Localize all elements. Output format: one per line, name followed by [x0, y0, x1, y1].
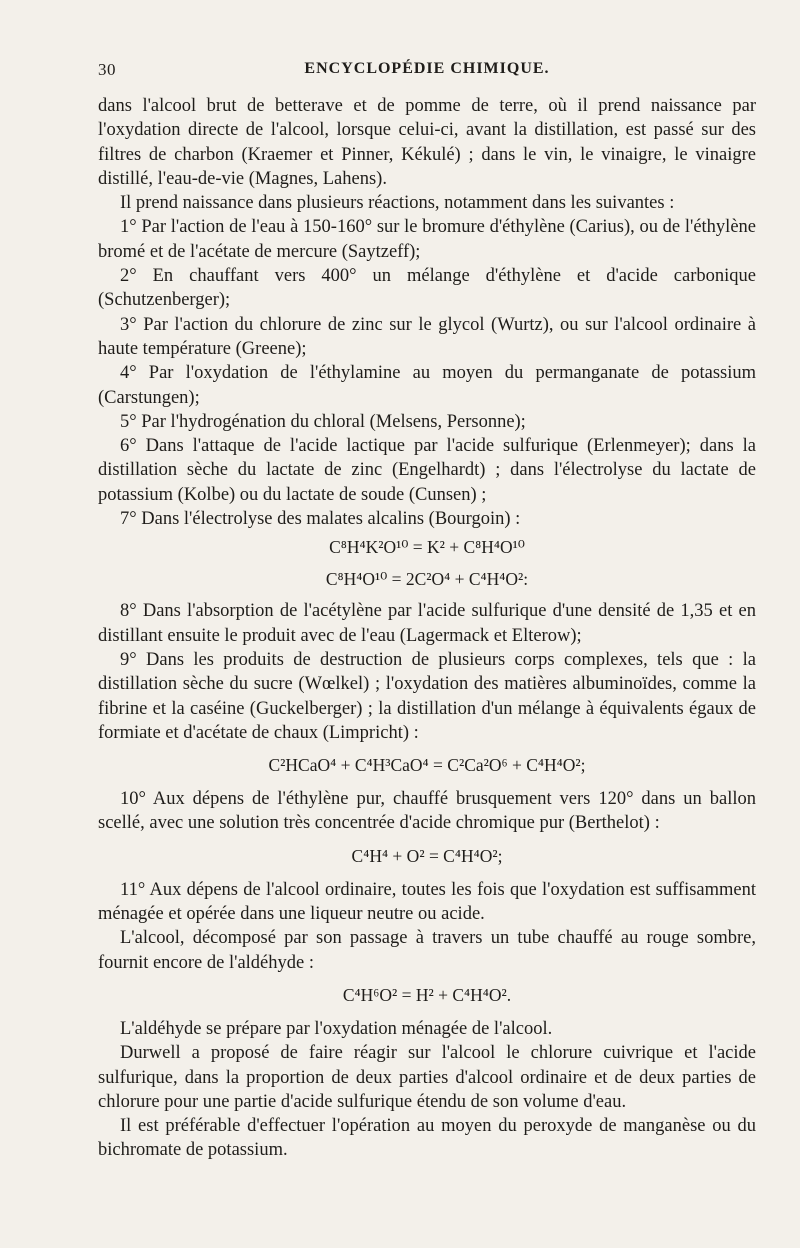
paragraph: L'aldéhyde se prépare par l'oxydation ménagée de l'alcool.	[120, 1018, 553, 1039]
chemical-formula: C⁸H⁴K²O¹⁰ = K² + C⁸H⁴O¹⁰	[329, 537, 525, 558]
page-header	[98, 52, 756, 82]
list-item: 9° Dans les produits de destruction de plusieurs corps complexes, tels que : la distillation sèche du sucre (Wœlkel) ; l'oxydation des matières albuminoïdes, comme la fibrine et la caséine (Guckelberger) ; la distillation d'un mélange à équivalents égaux de formiate et d'acétate de chaux (Limpricht) :	[98, 649, 756, 743]
body-text	[98, 94, 756, 1163]
running-title: ENCYCLOPÉDIE CHIMIQUE.	[304, 60, 550, 77]
list-item: 7° Dans l'électrolyse des malates alcalins (Bourgoin) :	[120, 509, 521, 530]
chemical-formula: C²HCaO⁴ + C⁴H³CaO⁴ = C²Ca²O⁶ + C⁴H⁴O²;	[268, 755, 586, 776]
page-number: 30	[98, 60, 116, 79]
list-item: 2° En chauffant vers 400° un mélange d'éthylène et d'acide carbonique (Schutzenberger);	[98, 266, 756, 311]
list-item: 11° Aux dépens de l'alcool ordinaire, toutes les fois que l'oxydation est suffisamment ménagée et opérée dans une liqueur neutre ou acide.	[98, 879, 756, 925]
paragraph: L'alcool, décomposé par son passage à travers un tube chauffé au rouge sombre, fournit encore de l'aldéhyde :	[98, 928, 756, 973]
paragraph: Il prend naissance dans plusieurs réactions, notamment dans les suivantes :	[120, 193, 675, 214]
list-item: 4° Par l'oxydation de l'éthylamine au moyen du permanganate de potassium (Carstungen);	[98, 363, 756, 408]
paragraph: dans l'alcool brut de betterave et de pomme de terre, où il prend naissance par l'oxydation directe de l'alcool, lorsque celui-ci, avant la distillation, est passé sur des filtres de charbon (Kraemer et Pinner, Kékulé) ; dans le vin, le vinaigre, le vinaigre distillé, l'eau-de-vie (Magnes, Lahens).	[98, 96, 756, 189]
chemical-formula: C⁴H⁴ + O² = C⁴H⁴O²;	[351, 845, 503, 866]
list-item: 6° Dans l'attaque de l'acide lactique par l'acide sulfurique (Erlenmeyer); dans la distillation sèche du lactate de zinc (Engelhardt) ; dans l'électrolyse du lactate de potassium (Kolbe) ou du lactate de soude (Cunsen) ;	[98, 436, 756, 505]
list-item: 5° Par l'hydrogénation du chloral (Melsens, Personne);	[120, 411, 526, 432]
list-item: 1° Par l'action de l'eau à 150-160° sur le bromure d'éthylène (Carius), ou de l'éthylène bromé et de l'acétate de mercure (Saytzeff);	[98, 217, 756, 262]
paragraph: Il est préférable d'effectuer l'opération au moyen du peroxyde de manganèse ou du bichromate de potassium.	[98, 1116, 756, 1161]
list-item: 8° Dans l'absorption de l'acétylène par l'acide sulfurique d'une densité de 1,35 et en distillant ensuite le produit avec de l'eau (Lagermack et Elterow);	[98, 601, 756, 646]
chemical-formula: C⁴H⁶O² = H² + C⁴H⁴O².	[342, 984, 512, 1005]
chemical-formula: C⁸H⁴O¹⁰ = 2C²O⁴ + C⁴H⁴O²:	[325, 569, 529, 590]
paragraph: Durwell a proposé de faire réagir sur l'alcool le chlorure cuivrique et l'acide sulfurique, dans la proportion de deux parties d'alcool ordinaire et de deux parties de chlorure pour une partie d'acide sulfurique étendu de son volume d'eau.	[98, 1043, 756, 1112]
list-item: 3° Par l'action du chlorure de zinc sur le glycol (Wurtz), ou sur l'alcool ordinaire à haute température (Greene);	[98, 314, 756, 359]
list-item: 10° Aux dépens de l'éthylène pur, chauffé brusquement vers 120° dans un ballon scellé, avec une solution très concentrée d'acide chromique pur (Berthelot) :	[98, 789, 756, 834]
